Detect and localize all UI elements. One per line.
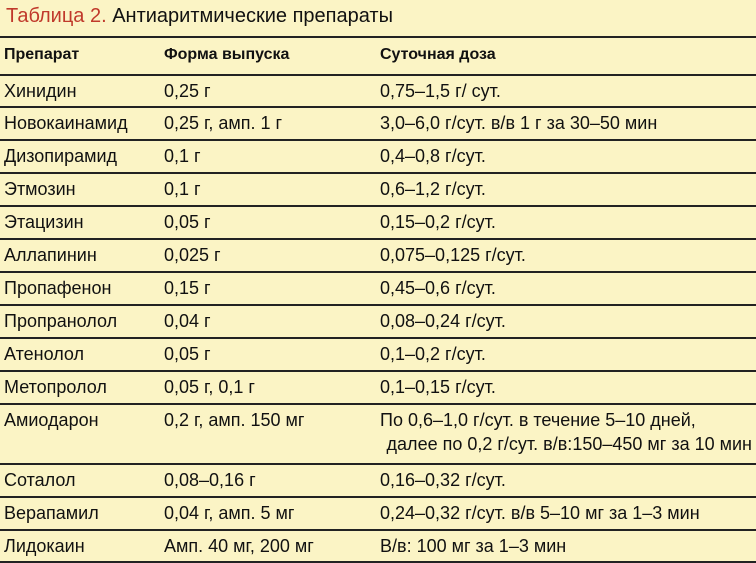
drug-table: [0, 36, 756, 563]
release-form-cell: 0,05 г: [164, 344, 211, 364]
drug-name-cell: Пропафенон: [4, 278, 112, 298]
daily-dose-cell: 0,1–0,2 г/сут.: [380, 344, 486, 364]
table-row: [0, 531, 756, 563]
table-row: [0, 76, 756, 108]
drug-name-cell: Этмозин: [4, 179, 76, 199]
table-number: Таблица 2.: [6, 5, 107, 27]
daily-dose-cell: 0,15–0,2 г/сут.: [380, 212, 496, 232]
drug-name-cell: Пропранолол: [4, 311, 118, 331]
daily-dose-cell: 0,6–1,2 г/сут.: [380, 179, 486, 199]
release-form-cell: 0,025 г: [164, 245, 221, 265]
daily-dose-cell: В/в: 100 мг за 1–3 мин: [380, 536, 567, 556]
table-row: [0, 174, 756, 207]
table-caption: [6, 4, 393, 28]
daily-dose-cell: 0,075–0,125 г/сут.: [380, 245, 526, 265]
table-row: [0, 240, 756, 273]
release-form-cell: 0,25 г, амп. 1 г: [164, 113, 283, 133]
drug-name-cell: Новокаинамид: [4, 113, 128, 133]
release-form-cell: 0,05 г, 0,1 г: [164, 377, 255, 397]
daily-dose-cell: 0,1–0,15 г/сут.: [380, 377, 496, 397]
drug-name-cell: Лидокаин: [4, 536, 85, 556]
daily-dose-cell: 0,16–0,32 г/сут.: [380, 470, 506, 490]
drug-name-cell: Метопролол: [4, 377, 107, 397]
release-form-cell: 0,1 г: [164, 146, 201, 166]
release-form-cell: 0,05 г: [164, 212, 211, 232]
release-form-cell: 0,08–0,16 г: [164, 470, 256, 490]
drug-name-cell: Этацизин: [4, 212, 84, 232]
release-form-cell: Амп. 40 мг, 200 мг: [164, 536, 314, 556]
release-form-cell: 0,1 г: [164, 179, 201, 199]
drug-name-cell: Амиодарон: [4, 410, 99, 430]
drug-name-cell: Хинидин: [4, 81, 77, 101]
header-form: Форма выпуска: [164, 46, 290, 63]
table-row: [0, 465, 756, 498]
table-row: [0, 273, 756, 306]
drug-name-cell: Верапамил: [4, 503, 99, 523]
daily-dose-cell: 0,4–0,8 г/сут.: [380, 146, 486, 166]
drug-name-cell: Дизопирамид: [4, 146, 118, 166]
header-drug: Препарат: [4, 46, 80, 63]
table-body: [0, 76, 756, 563]
table-row: [0, 141, 756, 174]
release-form-cell: 0,25 г: [164, 81, 211, 101]
daily-dose-cell: 0,24–0,32 г/сут. в/в 5–10 мг за 1–3 мин: [380, 503, 700, 523]
daily-dose-cell: 0,08–0,24 г/сут.: [380, 311, 506, 331]
drug-name-cell: Соталол: [4, 470, 76, 490]
daily-dose-cell: По 0,6–1,0 г/сут. в течение 5–10 дней,: [380, 410, 696, 430]
table-row: [0, 372, 756, 405]
release-form-cell: 0,04 г: [164, 311, 211, 331]
drug-name-cell: Аллапинин: [4, 245, 97, 265]
daily-dose-cell: 0,75–1,5 г/ сут.: [380, 81, 501, 101]
table-row: [0, 405, 756, 465]
daily-dose-cell-continued: далее по 0,2 г/сут. в/в:150–450 мг за 10 мин: [386, 434, 752, 454]
table-header-row: [0, 38, 756, 76]
release-form-cell: 0,2 г, амп. 150 мг: [164, 410, 305, 430]
table-title: Антиаритмические препараты: [112, 5, 393, 27]
release-form-cell: 0,15 г: [164, 278, 211, 298]
table-row: [0, 207, 756, 240]
daily-dose-cell: 3,0–6,0 г/сут. в/в 1 г за 30–50 мин: [380, 113, 658, 133]
table-row: [0, 339, 756, 372]
table-row: [0, 108, 756, 141]
drug-name-cell: Атенолол: [4, 344, 85, 364]
table-row: [0, 498, 756, 531]
table-row: [0, 306, 756, 339]
daily-dose-cell: 0,45–0,6 г/сут.: [380, 278, 496, 298]
header-dose: Суточная доза: [380, 46, 496, 63]
release-form-cell: 0,04 г, амп. 5 мг: [164, 503, 295, 523]
